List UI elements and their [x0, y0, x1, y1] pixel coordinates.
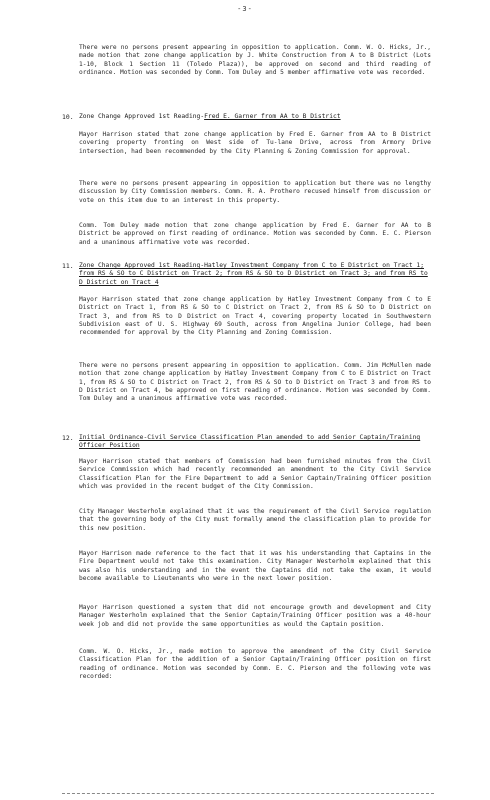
item-11-paragraph-2: There were no persons present appearing in opposition to application. Comm. Jim McMullen made motion that zone change application by Hatley Investment Company from C to E District on Tract 1, from RS & SO to C District on Tract 2, from RS & SO to D District on Tract 3 and from RS to D District on Tract 4, be approved on first reading of ordinance. Motion was seconded by Comm. Tom Duley and a unanimous affirmative vote was recorded. [79, 362, 431, 403]
page-number: -3- [237, 5, 253, 13]
item-heading-underlined: Fred E. Garner from AA to B District [204, 113, 341, 120]
item-number: 12. [62, 434, 74, 442]
item-10-paragraph-2: There were no persons present appearing in opposition to application but there was no lengthy discussion by City Commission members. Comm. R. A. Prothero recused himself from discussion or vote on this item due to an interest in this property. [79, 180, 431, 204]
item-11-paragraph-1: Mayor Harrison stated that zone change application by Hatley Investment Company from C to E District on Tract 1, from RS & SO to C District on Tract 2, from RS & SO to D District on Tract 3, and from RS to D District on Tract 4, covering property located in Southwestern Subdivision east of U. S. Highway 69 South, across from Angelina Junior College, had been recommended for approval by the City Planning and Zoning Commission. [79, 296, 431, 337]
bottom-divider [62, 793, 434, 794]
item-10-paragraph-3: Comm. Tom Duley made motion that zone change application by Fred E. Garner for AA to B District be approved on first reading of ordinance. Motion was seconded by Comm. E. C. Pierson and a unanimous affirmative vote was recorded. [79, 222, 431, 246]
item-12-paragraph-5: Comm. W. O. Hicks, Jr., made motion to approve the amendment of the City Civil Service Classification Plan for the addition of a Senior Captain/Training Officer position on first reading of ordinance. Motion was seconded by Comm. E. C. Pierson and the following vote was recorded: [79, 648, 431, 680]
item-heading: Initial Ordinance-Civil Service Classification Plan amended to add Senior Captain/Training Officer Position [79, 434, 421, 450]
item-heading: Zone Change Approved 1st Reading-Hatley Investment Company from C to E District on Tract 1; from RS & SO to C District on Tract 2; from RS & SO to D District on Tract 3; and from RS to D District on Tract 4 [79, 262, 428, 286]
item-number: 11. [62, 262, 74, 270]
opening-paragraph: There were no persons present appearing in opposition to application. Comm. W. O. Hicks, Jr., made motion that zone change application by J. White Construction from A to B District (Lots 1-10, Block 1 Section 11 (Toledo Plaza)), be approved on second and third reading of ordinance. Motion was seconded by Comm. Tom Duley and 5 member affirmative vote was recorded. [79, 44, 431, 76]
item-number: 10. [62, 113, 74, 121]
item-10-paragraph-1: Mayor Harrison stated that zone change application by Fred E. Garner from AA to B District covering property fronting on West side of Tu-lane Drive, across from Armory Drive intersection, had been recommended by the City Planning & Zoning Commission for approval. [79, 131, 431, 155]
item-12-paragraph-2: City Manager Westerholm explained that it was the requirement of the Civil Service regulation that the governing body of the City must formally amend the classification plan to provide for this new position. [79, 508, 431, 532]
item-12-paragraph-4: Mayor Harrison questioned a system that did not encourage growth and development and City Manager Westerholm explained that the Senior Captain/Training Officer position was a 40-hour week job and did not provide the same opportunities as would the Captain position. [79, 604, 431, 628]
item-12-paragraph-1: Mayor Harrison stated that members of Commission had been furnished minutes from the Civil Service Commission which had recently recommended an amendment to the City Civil Service Classification Plan for the Fire Department to add a Senior Captain/Training Officer position which was provided in the recent budget of the City Commission. [79, 458, 431, 490]
item-heading-plain: Zone Change Approved 1st Reading- [79, 113, 205, 120]
item-heading [79, 113, 431, 121]
item-12-paragraph-3: Mayor Harrison made reference to the fact that it was his understanding that Captains in the Fire Department would not take this examination. City Manager Westerholm explained that this was also his understanding and in the event the Captains did not take the exam, it would become available to Lieutenants who were in the next lower position. [79, 550, 431, 582]
